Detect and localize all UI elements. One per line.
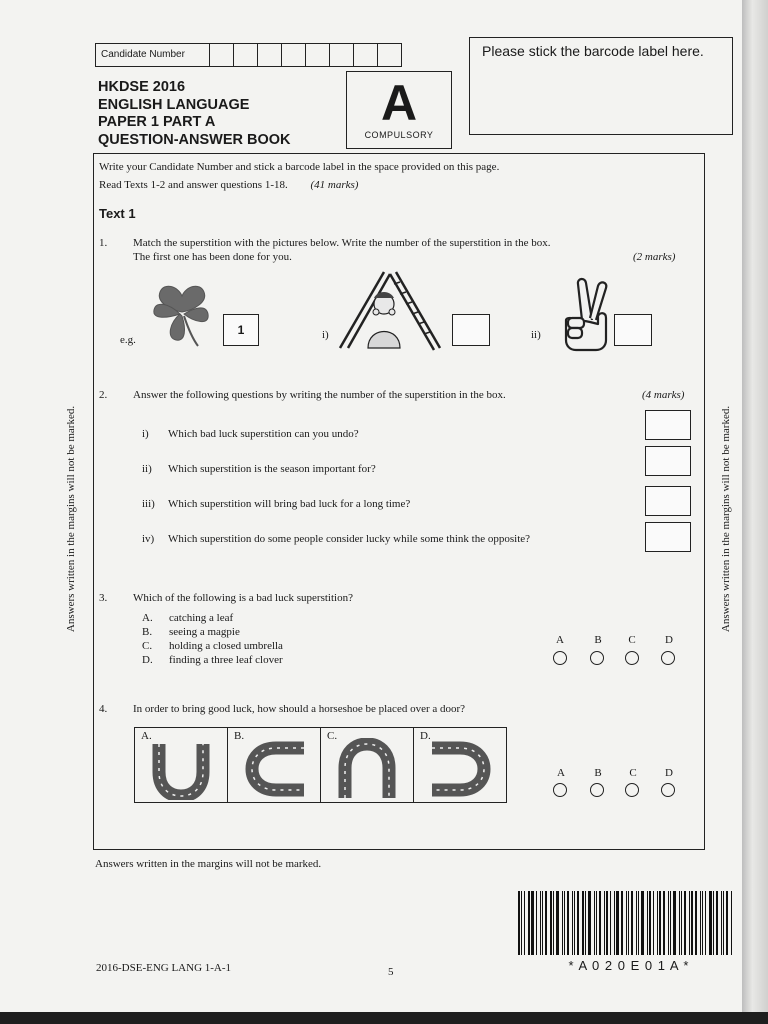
barcode-stripe bbox=[657, 891, 658, 955]
left-margin-note: Answers written in the margins will not be marked. bbox=[65, 405, 77, 633]
candidate-digit-box[interactable] bbox=[378, 44, 401, 66]
barcode-stripe bbox=[606, 891, 608, 955]
q3-option-letter: B. bbox=[142, 626, 153, 638]
paper-letter-box bbox=[346, 71, 452, 149]
barcode-stripe bbox=[647, 891, 648, 955]
horseshoe-icon bbox=[428, 738, 494, 800]
barcode-stripe bbox=[610, 891, 611, 955]
barcode-stripe bbox=[689, 891, 690, 955]
q4-bubble-b[interactable] bbox=[590, 783, 604, 797]
horseshoe-icon bbox=[149, 740, 213, 800]
barcode-stripe bbox=[599, 891, 601, 955]
candidate-digit-box[interactable] bbox=[330, 44, 354, 66]
barcode-stripe bbox=[638, 891, 639, 955]
barcode-stripe bbox=[668, 891, 669, 955]
barcode-stripe bbox=[659, 891, 661, 955]
page-number: 5 bbox=[388, 966, 394, 978]
horseshoe-icon bbox=[335, 738, 399, 800]
barcode-stripe bbox=[621, 891, 623, 955]
q3-option-text: seeing a magpie bbox=[169, 626, 240, 638]
barcode-stripe bbox=[723, 891, 724, 955]
page-curl bbox=[742, 0, 768, 1012]
barcode-stripe bbox=[572, 891, 573, 955]
q1-number: 1. bbox=[99, 237, 108, 249]
q2-answer-box-ii[interactable] bbox=[645, 446, 691, 476]
candidate-digit-box[interactable] bbox=[210, 44, 234, 66]
barcode-stripe bbox=[700, 891, 701, 955]
q4-bubble-label: B bbox=[594, 767, 602, 779]
q3-option-text: finding a three leaf clover bbox=[169, 654, 283, 666]
four-leaf-clover-icon bbox=[148, 282, 216, 348]
q1-text-2: The first one has been done for you. bbox=[133, 251, 292, 263]
q2-answer-box-i[interactable] bbox=[645, 410, 691, 440]
q3-bubble-b[interactable] bbox=[590, 651, 604, 665]
q1-label-ii: ii) bbox=[531, 329, 541, 341]
q3-option-letter: C. bbox=[142, 640, 153, 652]
total-marks: (41 marks) bbox=[310, 179, 359, 191]
option-label: D. bbox=[420, 730, 431, 742]
barcode-stripe bbox=[545, 891, 547, 955]
q1-answer-box-ii[interactable] bbox=[614, 314, 652, 346]
q3-bubble-label: B bbox=[594, 634, 602, 646]
q3-bubble-d[interactable] bbox=[661, 651, 675, 665]
q4-bubble-label: C bbox=[629, 767, 637, 779]
section-title: Text 1 bbox=[99, 206, 136, 221]
barcode-stripe bbox=[536, 891, 537, 955]
barcode-stripe bbox=[716, 891, 718, 955]
q4-number: 4. bbox=[99, 703, 108, 715]
candidate-digit-box[interactable] bbox=[258, 44, 282, 66]
q2-answer-box-iv[interactable] bbox=[645, 522, 691, 552]
q4-bubble-label: A bbox=[557, 767, 565, 779]
q1-label-i: i) bbox=[322, 329, 329, 341]
q1-eg-label: e.g. bbox=[120, 334, 136, 346]
q4-bubble-a[interactable] bbox=[553, 783, 567, 797]
barcode-stripe bbox=[691, 891, 693, 955]
barcode-stripe bbox=[614, 891, 615, 955]
barcode-stripe bbox=[731, 891, 732, 955]
candidate-digit-box[interactable] bbox=[354, 44, 378, 66]
barcode-stripe bbox=[684, 891, 686, 955]
q1-eg-answer-box bbox=[223, 314, 259, 346]
barcode-stripe bbox=[518, 891, 520, 955]
barcode-stripe bbox=[531, 891, 534, 955]
barcode-stripe bbox=[628, 891, 629, 955]
right-margin-note: Answers written in the margins will not be marked. bbox=[720, 405, 732, 633]
barcode-text: * A 0 2 0 E 0 1 A * bbox=[568, 958, 690, 973]
q3-option-text: holding a closed umbrella bbox=[169, 640, 283, 652]
barcode-stripe bbox=[616, 891, 619, 955]
q3-number: 3. bbox=[99, 592, 108, 604]
barcode-stripe bbox=[594, 891, 595, 955]
candidate-number-field[interactable] bbox=[95, 43, 402, 67]
barcode-stripe bbox=[596, 891, 597, 955]
barcode-stripe bbox=[582, 891, 584, 955]
barcode-stripe bbox=[604, 891, 605, 955]
option-label: A. bbox=[141, 730, 152, 742]
horseshoe-option-b bbox=[228, 728, 321, 802]
paper-title bbox=[98, 79, 291, 149]
q2-text: Answer the following questions by writing the number of the superstition in the box. bbox=[133, 389, 506, 401]
barcode-stripe bbox=[528, 891, 530, 955]
q3-option-letter: A. bbox=[142, 612, 153, 624]
q3-bubble-label: D bbox=[665, 634, 673, 646]
barcode-stripe bbox=[641, 891, 644, 955]
barcode-stripe bbox=[695, 891, 697, 955]
title-line: ENGLISH LANGUAGE bbox=[98, 96, 250, 113]
horseshoe-option-c bbox=[321, 728, 414, 802]
instruction-text: Read Texts 1-2 and answer questions 1-18. bbox=[99, 179, 288, 191]
q1-text-1: Match the superstition with the pictures below. Write the number of the superstition in the box. bbox=[133, 237, 551, 249]
barcode-stripe bbox=[713, 891, 714, 955]
barcode-stripe bbox=[631, 891, 633, 955]
option-label: B. bbox=[234, 730, 245, 742]
horseshoe-options bbox=[134, 727, 507, 803]
q2-number: 2. bbox=[99, 389, 108, 401]
barcode-stripe bbox=[588, 891, 591, 955]
paper-code: 2016-DSE-ENG LANG 1-A-1 bbox=[96, 962, 232, 974]
barcode-stripe bbox=[585, 891, 586, 955]
barcode-stripe bbox=[673, 891, 676, 955]
q3-bubble-a[interactable] bbox=[553, 651, 567, 665]
q3-text: Which of the following is a bad luck superstition? bbox=[133, 592, 353, 604]
barcode-stripe bbox=[521, 891, 522, 955]
barcode-stripe bbox=[550, 891, 552, 955]
q2-answer-box-iii[interactable] bbox=[645, 486, 691, 516]
q2-item-text: Which superstition is the season important for? bbox=[168, 463, 376, 475]
q3-option-text: catching a leaf bbox=[169, 612, 234, 624]
barcode-stripe bbox=[649, 891, 651, 955]
horseshoe-option-a bbox=[135, 728, 228, 802]
q2-item-text: Which superstition will bring bad luck for a long time? bbox=[168, 498, 411, 510]
barcode-stripe bbox=[670, 891, 671, 955]
barcode-stripe bbox=[574, 891, 575, 955]
title-line: HKDSE 2016 bbox=[98, 79, 186, 95]
barcode-stripe bbox=[726, 891, 728, 955]
compulsory-label: COMPULSORY bbox=[364, 130, 434, 140]
candidate-number-label: Candidate Number bbox=[96, 44, 210, 66]
candidate-digit-box[interactable] bbox=[282, 44, 306, 66]
barcode-stripe bbox=[577, 891, 579, 955]
barcode-label-area[interactable] bbox=[469, 37, 733, 135]
scanner-edge bbox=[0, 1012, 768, 1024]
q2-marks: (4 marks) bbox=[642, 389, 685, 401]
title-line: PAPER 1 PART A bbox=[98, 114, 216, 130]
barcode-stripe bbox=[626, 891, 627, 955]
ladder-child-icon bbox=[338, 268, 442, 352]
candidate-digit-box[interactable] bbox=[306, 44, 330, 66]
instruction-line-1: Write your Candidate Number and stick a barcode label in the space provided on this page. bbox=[99, 161, 500, 173]
barcode-stripe bbox=[556, 891, 559, 955]
barcode-graphic bbox=[518, 891, 736, 955]
barcode-stripe bbox=[663, 891, 665, 955]
horseshoe-option-d bbox=[414, 728, 506, 802]
barcode-stripe bbox=[702, 891, 703, 955]
barcode-stripe bbox=[540, 891, 541, 955]
option-label: C. bbox=[327, 730, 338, 742]
barcode-stripe bbox=[542, 891, 543, 955]
q3-option-letter: D. bbox=[142, 654, 153, 666]
q1-marks: (2 marks) bbox=[633, 251, 676, 263]
barcode-stripe bbox=[721, 891, 722, 955]
barcode-stripe bbox=[653, 891, 654, 955]
q2-item-text: Which superstition do some people consider lucky while some think the opposite? bbox=[168, 533, 531, 545]
q2-item-text: Which bad luck superstition can you undo? bbox=[168, 428, 359, 440]
barcode-stripe bbox=[562, 891, 563, 955]
paper-letter: A bbox=[380, 75, 418, 131]
barcode-stripe bbox=[564, 891, 565, 955]
q3-bubble-label: C bbox=[628, 634, 636, 646]
barcode-stripe bbox=[679, 891, 680, 955]
q1-answer-box-i[interactable] bbox=[452, 314, 490, 346]
q4-bubble-c[interactable] bbox=[625, 783, 639, 797]
barcode-stripe bbox=[567, 891, 569, 955]
barcode-stripe bbox=[709, 891, 712, 955]
barcode-stripe bbox=[636, 891, 637, 955]
margin-warning: Answers written in the margins will not be marked. bbox=[95, 858, 322, 870]
barcode-stripe bbox=[524, 891, 525, 955]
q1-eg-answer: 1 bbox=[237, 323, 245, 337]
q4-bubble-d[interactable] bbox=[661, 783, 675, 797]
title-line: QUESTION-ANSWER BOOK bbox=[98, 131, 291, 148]
barcode-stripe bbox=[705, 891, 706, 955]
barcode-label-text: Please stick the barcode label here. bbox=[482, 43, 704, 59]
horseshoe-icon bbox=[242, 738, 308, 800]
q4-bubble-label: D bbox=[665, 767, 673, 779]
q2-item-label: iv) bbox=[142, 533, 155, 545]
barcode-stripe bbox=[681, 891, 682, 955]
barcode-stripe bbox=[553, 891, 554, 955]
instruction-line-2 bbox=[99, 178, 358, 192]
q2-item-label: iii) bbox=[142, 498, 155, 510]
candidate-digit-box[interactable] bbox=[234, 44, 258, 66]
q4-text: In order to bring good luck, how should a horseshoe be placed over a door? bbox=[133, 703, 466, 715]
q3-bubble-c[interactable] bbox=[625, 651, 639, 665]
q3-bubble-label: A bbox=[556, 634, 564, 646]
crossed-fingers-icon bbox=[560, 274, 612, 352]
q2-item-label: ii) bbox=[142, 463, 152, 475]
q2-item-label: i) bbox=[142, 428, 149, 440]
